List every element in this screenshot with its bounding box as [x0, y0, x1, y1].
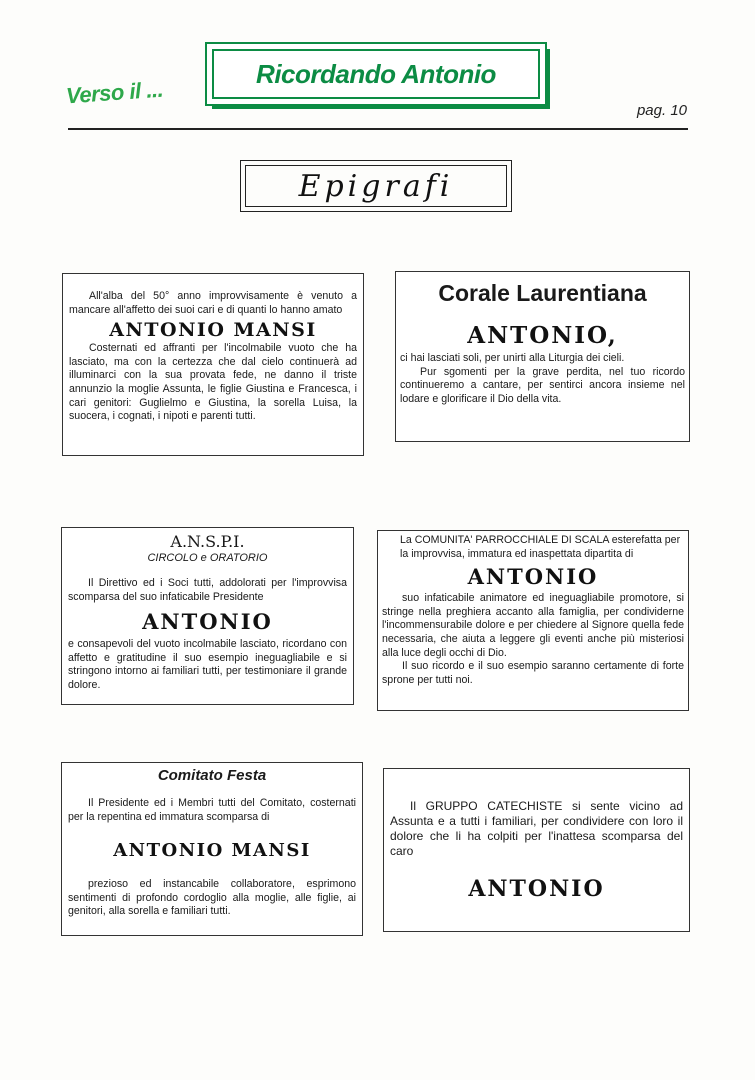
section-title-inner [245, 165, 507, 207]
page-number: pag. 10 [636, 102, 687, 119]
verso-il-logo: Verso il ... [65, 76, 164, 109]
epigraph-text: Il suo ricordo e il suo esempio saranno certamente di forte sprone per tutti noi. [382, 660, 684, 686]
epigraph-intro: La COMUNITA' PARROCCHIALE DI SCALA esterefatta per la improvvisa, immatura ed inaspettata dipartita di [400, 534, 681, 560]
epigraph-name: ANTONIO MANSI [109, 319, 317, 342]
header-title: Ricordando Antonio [256, 58, 496, 89]
epigraph-comunita [377, 530, 689, 711]
epigraph-subheading: CIRCOLO e ORATORIO [147, 552, 268, 564]
epigraph-heading: Corale Laurentiana [438, 280, 647, 306]
epigraph-family [62, 273, 364, 456]
epigraph-intro: Il Direttivo ed i Soci tutti, addolorati per l'improvvisa scomparsa del suo infaticabile Presidente [68, 577, 347, 603]
epigraph-text: e consapevoli del vuoto incolmabile lasciato, ricordano con affetto e gratitudine il suo esempio ineguagliabile e si stringono intorno ai familiari tutti, per testimoniare il grande dolore. [68, 638, 347, 691]
epigraph-name: ANTONIO MANSI [113, 840, 311, 862]
epigraph-catechiste [383, 768, 690, 932]
epigraph-comitato [61, 762, 363, 936]
epigraph-corale [395, 271, 690, 442]
epigraph-anspi [61, 527, 354, 705]
epigraph-text: Costernati ed affranti per l'incolmabile vuoto che ha lasciato, ma con la certezza che dal cielo continuerà ad illuminarci con la sua provata fede, ne danno il triste annunzio la moglie Assunta, le figlie Giustina e Francesca, i cari genitori: Guglielmo e Giustina, la sorella Luisa, la suocera, i cognati, i nipoti e parenti tutti. [69, 342, 357, 423]
header-title-box [205, 42, 547, 106]
header-title-inner [212, 49, 540, 99]
epigraph-heading: Comitato Festa [157, 767, 267, 784]
epigraph-text: ci hai lasciati soli, per unirti alla Liturgia dei cieli. [400, 352, 625, 364]
epigraph-intro: All'alba del 50° anno improvvisamente è venuto a mancare all'affetto dei suoi cari e di quanti lo hanno amato [69, 290, 357, 316]
epigraph-text: suo infaticabile animatore ed ineguagliabile promotore, si stringe nella preghiera accanto alla famiglia, per condividerne l'incommensurabile dolore e per chiedere al Signore quella fede necessaria, che aiuta a leggere gli eventi anche più misteriosi alla luce degli occhi di Dio. [382, 592, 684, 659]
epigraph-text: prezioso ed instancabile collaboratore, esprimono sentimenti di profondo cordoglio alla moglie, alle figlie, ai genitori, alla sorella e familiari tutti. [68, 878, 356, 918]
section-title-box [240, 160, 512, 212]
epigraph-name: ANTONIO, [467, 322, 618, 349]
epigraph-intro: Il Presidente ed i Membri tutti del Comitato, costernati per la repentina ed immatura scomparsa di [68, 797, 356, 823]
epigraph-intro: Il GRUPPO CATECHISTE si sente vicino ad Assunta e a tutti i familiari, per condividere con loro il dolore che li ha colpiti per l'inattesa scomparsa del caro [390, 799, 683, 858]
epigraph-name: ANTONIO [142, 609, 273, 635]
epigraph-text: Pur sgomenti per la grave perdita, nel tuo ricordo continueremo a cantare, per sentirci ancora insieme nel lodare e glorificare il Dio della vita. [400, 365, 685, 405]
epigraph-heading: A.N.S.P.I. [170, 532, 245, 551]
section-title: Epigrafi [298, 168, 454, 204]
epigraph-name: ANTONIO [468, 876, 605, 902]
epigraph-name: ANTONIO [467, 564, 599, 590]
header-rule [68, 128, 688, 130]
